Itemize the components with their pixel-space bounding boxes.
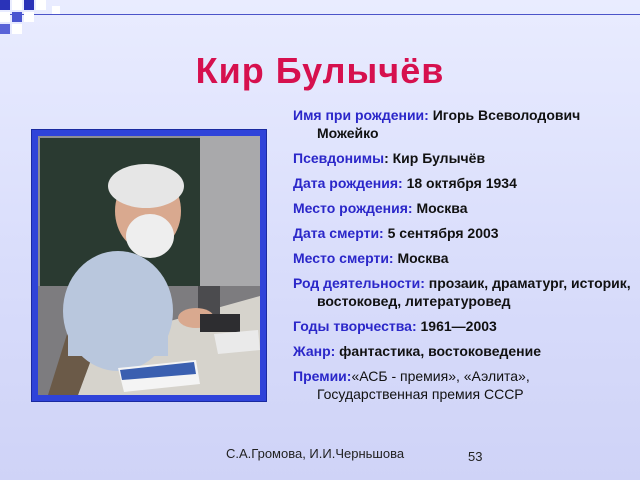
- label: Дата смерти:: [293, 225, 384, 241]
- decor-line: [0, 14, 640, 15]
- value: прозаик, драматург, историк, востоковед, литературовед: [317, 275, 631, 309]
- slide-title: Кир Булычёв: [195, 50, 445, 91]
- row-occupation: [293, 274, 633, 310]
- corner-decoration: [0, 0, 640, 40]
- value: Игорь Всеволодович Можейко: [317, 107, 581, 141]
- label: Имя при рождении:: [293, 107, 429, 123]
- footer-author: С.А.Громова, И.И.Черньшова: [226, 446, 405, 461]
- decor-square: [36, 0, 46, 10]
- label: Место рождения:: [293, 200, 413, 216]
- value: 18 октября 1934: [402, 175, 517, 191]
- label: Годы творчества:: [293, 318, 417, 334]
- value: : Кир Булычёв: [384, 150, 486, 166]
- row-genre: [293, 342, 633, 360]
- decor-square: [12, 24, 22, 34]
- biography-list: [293, 106, 633, 410]
- value: 1961—2003: [416, 318, 497, 334]
- portrait-photo: [38, 136, 260, 395]
- decor-square: [0, 12, 10, 22]
- decor-square: [0, 24, 10, 34]
- decor-square: [0, 0, 10, 10]
- row-pseudonyms: [293, 149, 633, 167]
- row-birth-place: [293, 199, 633, 217]
- value: 5 сентября 2003: [383, 225, 499, 241]
- value: Москва: [412, 200, 468, 216]
- page-number: 53: [468, 449, 483, 464]
- decor-square: [52, 6, 60, 14]
- row-active-years: [293, 317, 633, 335]
- label: Дата рождения:: [293, 175, 403, 191]
- row-awards: [293, 367, 633, 403]
- label: Премии:: [293, 368, 352, 384]
- row-birth-name: [293, 106, 633, 142]
- row-death-place: [293, 249, 633, 267]
- label: Жанр:: [293, 343, 336, 359]
- decor-square: [12, 12, 22, 22]
- decor-square: [12, 0, 22, 10]
- decor-square: [24, 12, 34, 22]
- label: Псевдонимы: [293, 150, 385, 166]
- value: фантастика, востоковедение: [335, 343, 542, 359]
- decor-square: [24, 0, 34, 10]
- row-birth-date: [293, 174, 633, 192]
- photo-frame: [31, 129, 267, 402]
- row-death-date: [293, 224, 633, 242]
- value: Москва: [393, 250, 449, 266]
- label: Место смерти:: [293, 250, 394, 266]
- label: Род деятельности:: [293, 275, 425, 291]
- value: «АСБ - премия», «Аэлита», Государственная премия СССР: [317, 368, 530, 402]
